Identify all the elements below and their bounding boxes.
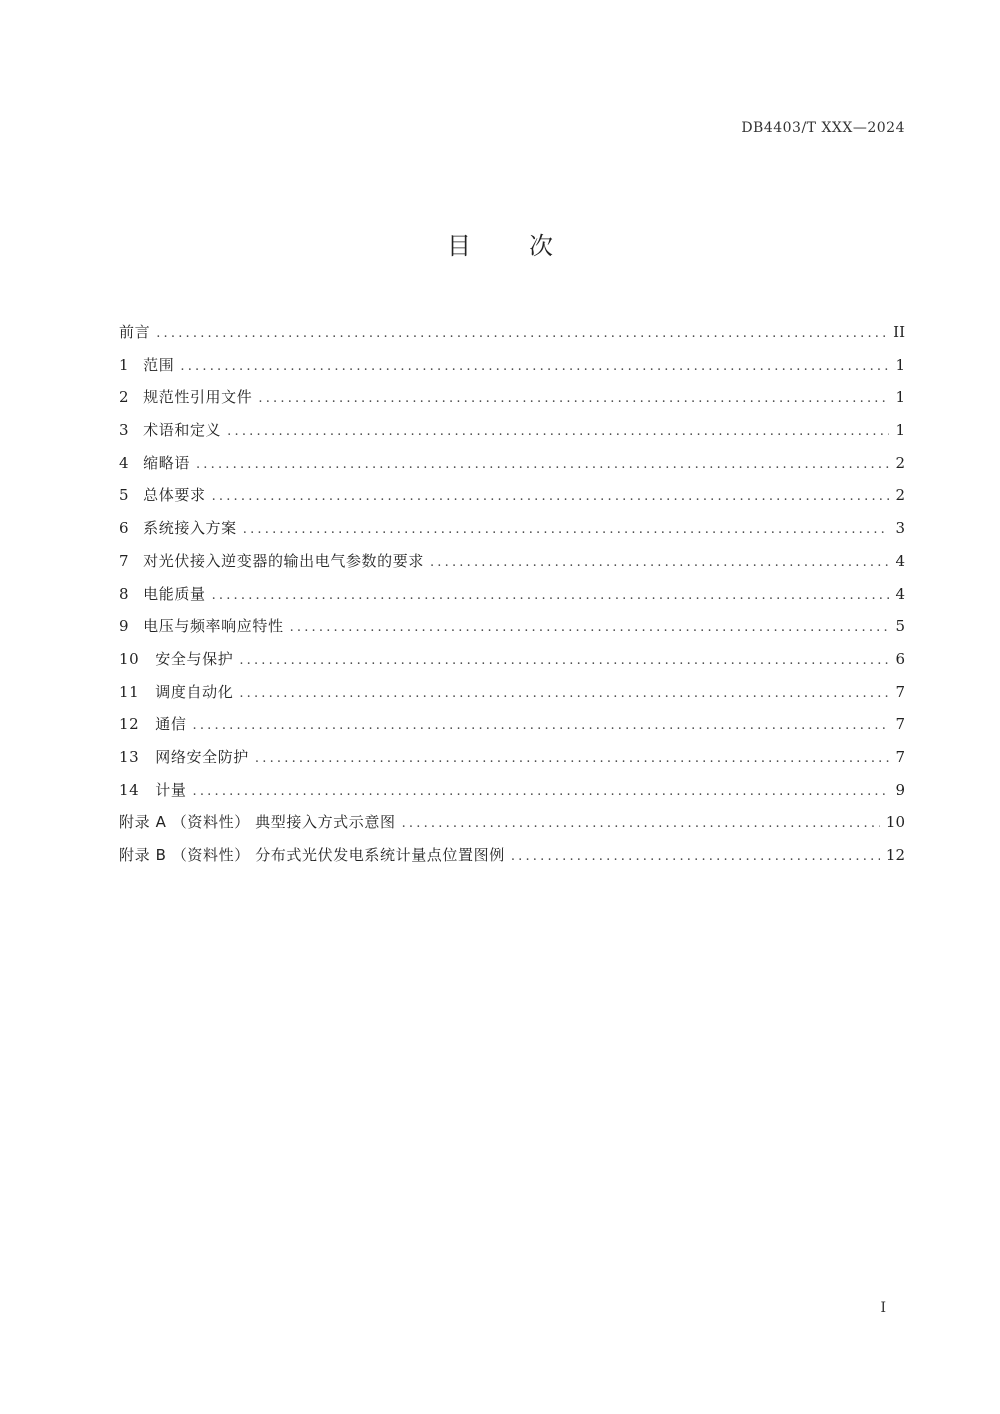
toc-leader-dots bbox=[212, 580, 890, 613]
toc-entry-number: 11 bbox=[119, 682, 140, 701]
toc-page-number: 9 bbox=[895, 780, 905, 799]
toc-leader-dots bbox=[212, 481, 890, 514]
toc-page-number: 12 bbox=[885, 846, 905, 864]
toc-entry-appendix-a[interactable] bbox=[119, 806, 905, 839]
toc-leader-dots bbox=[511, 841, 880, 874]
toc-page-number: 7 bbox=[895, 715, 905, 734]
toc-leader-dots bbox=[243, 514, 890, 547]
toc-entry-label bbox=[119, 578, 206, 611]
toc-leader-dots bbox=[180, 351, 889, 384]
toc-page-number: 7 bbox=[895, 747, 905, 766]
toc-page-number: 3 bbox=[895, 519, 905, 538]
toc-page-number: 7 bbox=[895, 682, 905, 701]
toc-entry-1[interactable] bbox=[119, 349, 905, 382]
toc-entry-5[interactable] bbox=[119, 479, 905, 512]
toc-entry-number: 9 bbox=[119, 617, 130, 636]
toc-page-number: 6 bbox=[895, 649, 905, 668]
toc-entry-number: 8 bbox=[119, 584, 130, 603]
toc-entry-2[interactable] bbox=[119, 381, 905, 414]
page-title: 目次 bbox=[447, 232, 611, 260]
toc-entry-text: 调度自动化 bbox=[155, 682, 234, 701]
toc-entry-text: 缩略语 bbox=[143, 453, 190, 472]
toc-leader-dots bbox=[258, 383, 889, 416]
toc-entry-foreword[interactable] bbox=[119, 316, 905, 349]
toc-entry-label bbox=[119, 447, 190, 480]
toc-entry-11[interactable] bbox=[119, 676, 905, 709]
toc-entry-text: 前言 bbox=[119, 323, 151, 341]
toc-entry-text: 对光伏接入逆变器的输出电气参数的要求 bbox=[143, 551, 424, 570]
toc-page-number: 2 bbox=[895, 486, 905, 505]
toc-entry-14[interactable] bbox=[119, 774, 905, 807]
toc-leader-dots bbox=[239, 645, 889, 678]
toc-entry-12[interactable] bbox=[119, 708, 905, 741]
toc-entry-text: 安全与保护 bbox=[155, 649, 234, 668]
page-number: I bbox=[880, 1300, 886, 1316]
toc-entry-label bbox=[119, 316, 150, 349]
toc-entry-label bbox=[119, 610, 284, 643]
toc-leader-dots bbox=[255, 743, 890, 776]
toc-entry-number: 12 bbox=[119, 715, 140, 734]
table-of-contents bbox=[119, 316, 905, 872]
toc-page-number: 10 bbox=[885, 813, 905, 832]
toc-entry-text: 通信 bbox=[155, 715, 187, 734]
toc-entry-text: 计量 bbox=[155, 780, 187, 799]
toc-entry-label bbox=[119, 512, 237, 545]
toc-entry-label bbox=[119, 839, 505, 872]
toc-entry-text: 附录 A （资料性） 典型接入方式示意图 bbox=[119, 813, 396, 832]
toc-entry-label bbox=[119, 349, 174, 382]
toc-leader-dots bbox=[402, 808, 880, 841]
toc-entry-4[interactable] bbox=[119, 447, 905, 480]
toc-entry-text: 总体要求 bbox=[143, 486, 206, 505]
toc-entry-text: 附录 B （资料性） 分布式光伏发电系统计量点位置图例 bbox=[119, 846, 505, 864]
toc-entry-text: 电压与频率响应特性 bbox=[143, 617, 284, 636]
toc-entry-appendix-b[interactable] bbox=[119, 839, 905, 872]
toc-page-number: 1 bbox=[895, 421, 905, 440]
toc-entry-text: 系统接入方案 bbox=[143, 519, 237, 538]
toc-entry-10[interactable] bbox=[119, 643, 905, 676]
toc-entry-text: 网络安全防护 bbox=[155, 747, 249, 766]
toc-leader-dots bbox=[290, 612, 890, 645]
toc-entry-number: 2 bbox=[119, 388, 130, 407]
toc-page-number: 1 bbox=[895, 355, 905, 374]
toc-entry-label bbox=[119, 545, 424, 578]
toc-leader-dots bbox=[239, 678, 889, 711]
toc-entry-label bbox=[119, 708, 187, 741]
toc-entry-number: 3 bbox=[119, 421, 130, 440]
toc-page-number: 5 bbox=[895, 617, 905, 636]
toc-entry-3[interactable] bbox=[119, 414, 905, 447]
toc-entry-number: 6 bbox=[119, 519, 130, 538]
toc-entry-label bbox=[119, 643, 233, 676]
toc-leader-dots bbox=[227, 416, 889, 449]
toc-page-number: 4 bbox=[895, 551, 905, 570]
toc-entry-9[interactable] bbox=[119, 610, 905, 643]
toc-page-number: II bbox=[893, 323, 905, 341]
toc-leader-dots bbox=[193, 710, 890, 743]
toc-page-number: 2 bbox=[895, 453, 905, 472]
toc-entry-7[interactable] bbox=[119, 545, 905, 578]
toc-entry-label bbox=[119, 741, 249, 774]
toc-entry-text: 范围 bbox=[143, 355, 175, 374]
toc-entry-label bbox=[119, 479, 206, 512]
toc-entry-number: 10 bbox=[119, 649, 140, 668]
toc-leader-dots bbox=[196, 449, 889, 482]
toc-entry-number: 7 bbox=[119, 551, 130, 570]
toc-page-number: 1 bbox=[895, 388, 905, 407]
toc-entry-number: 4 bbox=[119, 453, 130, 472]
toc-leader-dots bbox=[193, 776, 890, 809]
toc-entry-number: 1 bbox=[119, 355, 130, 374]
toc-entry-label bbox=[119, 676, 233, 709]
toc-entry-label bbox=[119, 774, 187, 807]
toc-entry-label bbox=[119, 381, 252, 414]
toc-entry-text: 规范性引用文件 bbox=[143, 388, 253, 407]
toc-leader-dots bbox=[156, 318, 887, 351]
toc-entry-label bbox=[119, 414, 221, 447]
toc-entry-13[interactable] bbox=[119, 741, 905, 774]
toc-page-number: 4 bbox=[895, 584, 905, 603]
toc-entry-6[interactable] bbox=[119, 512, 905, 545]
toc-entry-text: 术语和定义 bbox=[143, 421, 222, 440]
toc-leader-dots bbox=[430, 547, 889, 580]
toc-entry-number: 14 bbox=[119, 780, 140, 799]
toc-entry-label bbox=[119, 806, 396, 839]
toc-entry-number: 13 bbox=[119, 747, 140, 766]
toc-entry-text: 电能质量 bbox=[143, 584, 206, 603]
document-code: DB4403/T XXX—2024 bbox=[741, 120, 905, 136]
toc-entry-number: 5 bbox=[119, 486, 130, 505]
toc-entry-8[interactable] bbox=[119, 578, 905, 611]
